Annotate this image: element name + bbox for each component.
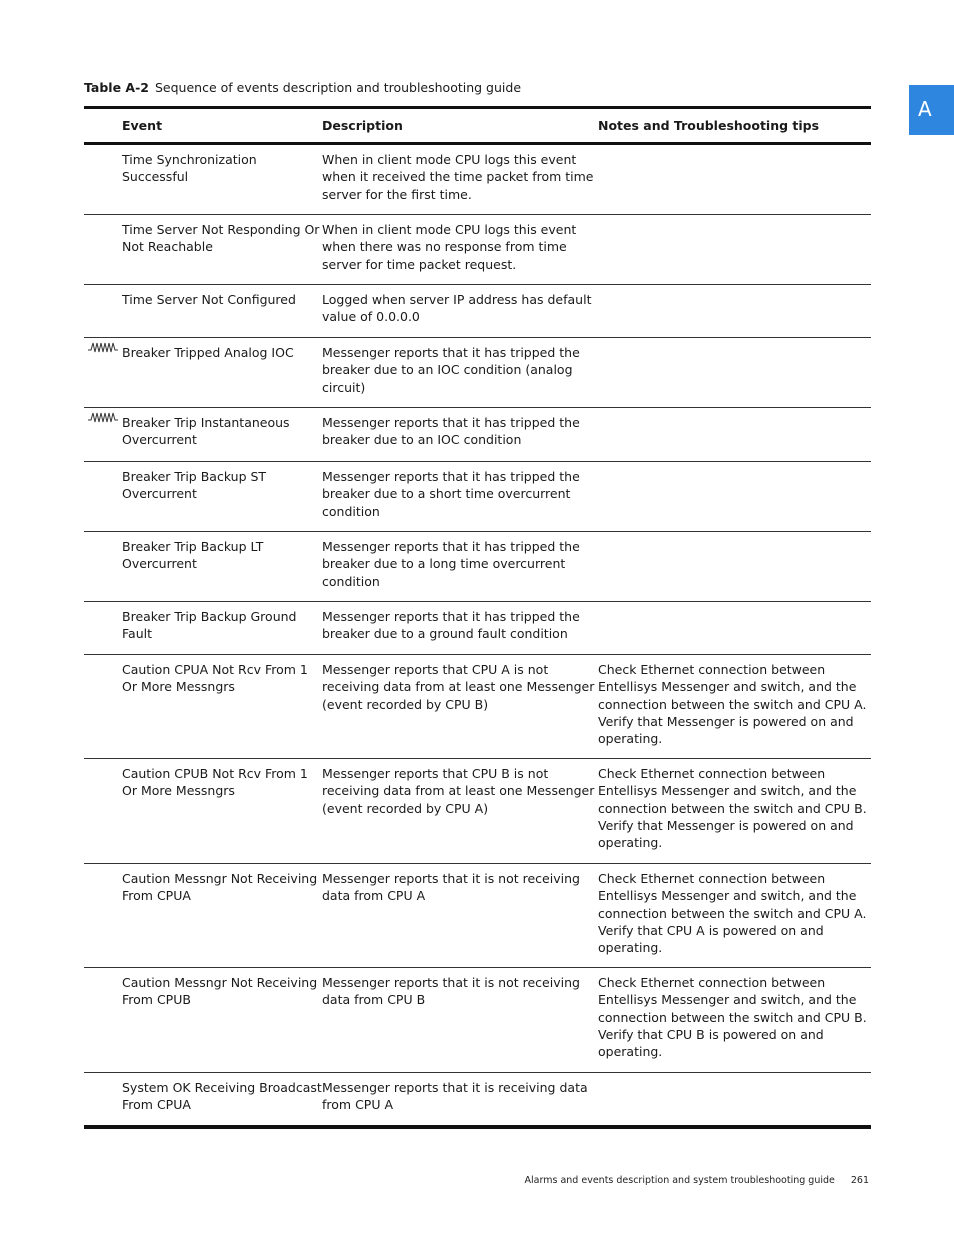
- row-icon-cell: [84, 408, 122, 461]
- header-notes: Notes and Troubleshooting tips: [598, 118, 820, 133]
- appendix-tab-letter: A: [918, 97, 932, 121]
- row-icon-cell: [84, 968, 122, 1072]
- event-cell: Caution CPUA Not Rcv From 1 Or More Messngrs: [122, 662, 308, 695]
- row-icon-cell: [84, 759, 122, 863]
- table-row: [84, 1073, 871, 1125]
- description-cell: When in client mode CPU logs this event when it received the time packet from time server for the first time.: [322, 152, 594, 202]
- notes-cell: Check Ethernet connection between Entellisys Messenger and switch, and the connection between the switch and CPU A. Verify that Messenger is powered on and operating.: [598, 662, 867, 747]
- notes-cell: [598, 285, 871, 337]
- table-body: [84, 145, 871, 1125]
- table-row: [84, 759, 871, 864]
- notes-cell: [598, 602, 871, 654]
- row-icon-cell: [84, 462, 122, 531]
- row-icon-cell: [84, 1073, 122, 1125]
- event-cell: Time Server Not Responding Or Not Reachable: [122, 222, 320, 255]
- row-icon-cell: [84, 864, 122, 967]
- description-cell: Messenger reports that CPU A is not receiving data from at least one Messenger (event recorded by CPU B): [322, 662, 595, 712]
- waveform-icon: [88, 340, 118, 358]
- description-cell: Messenger reports that it has tripped the breaker due to a short time overcurrent condition: [322, 469, 580, 519]
- row-icon-cell: [84, 655, 122, 758]
- event-cell: Caution Messngr Not Receiving From CPUB: [122, 975, 318, 1008]
- description-cell: Messenger reports that it has tripped the breaker due to a ground fault condition: [322, 609, 580, 642]
- description-cell: Messenger reports that CPU B is not receiving data from at least one Messenger (event recorded by CPU A): [322, 766, 595, 816]
- table-row: [84, 462, 871, 532]
- description-cell: Messenger reports that it is not receiving data from CPU A: [322, 871, 580, 904]
- notes-cell: [598, 338, 871, 407]
- table-row: [84, 408, 871, 462]
- table-row: [84, 864, 871, 968]
- table-row: [84, 215, 871, 285]
- events-table: [84, 106, 871, 1129]
- notes-cell: Check Ethernet connection between Entellisys Messenger and switch, and the connection between the switch and CPU B. Verify that Messenger is powered on and operating.: [598, 766, 867, 851]
- table-row: [84, 338, 871, 408]
- description-cell: When in client mode CPU logs this event when there was no response from time server for time packet request.: [322, 222, 577, 272]
- event-cell: Time Synchronization Successful: [122, 152, 257, 185]
- description-cell: Messenger reports that it is not receiving data from CPU B: [322, 975, 580, 1008]
- notes-cell: Check Ethernet connection between Entellisys Messenger and switch, and the connection between the switch and CPU B. Verify that CPU B is powered on and operating.: [598, 975, 867, 1060]
- table-row: [84, 145, 871, 215]
- notes-cell: [598, 1073, 871, 1125]
- notes-cell: Check Ethernet connection between Entellisys Messenger and switch, and the connection between the switch and CPU A. Verify that CPU A is powered on and operating.: [598, 871, 867, 956]
- description-cell: Messenger reports that it is receiving data from CPU A: [322, 1080, 588, 1113]
- page-number: 261: [850, 1175, 869, 1186]
- row-icon-cell: [84, 215, 122, 284]
- appendix-tab-marker: [909, 85, 954, 135]
- row-icon-cell: [84, 602, 122, 654]
- table-row: [84, 285, 871, 338]
- row-icon-cell: [84, 285, 122, 337]
- event-cell: System OK Receiving Broadcast From CPUA: [122, 1080, 322, 1113]
- row-icon-cell: [84, 532, 122, 601]
- row-icon-cell: [84, 145, 122, 214]
- event-cell: Caution CPUB Not Rcv From 1 Or More Messngrs: [122, 766, 308, 799]
- row-icon-cell: [84, 338, 122, 407]
- event-cell: Breaker Tripped Analog IOC: [122, 345, 294, 360]
- table-row: [84, 602, 871, 655]
- table-caption: [84, 80, 521, 95]
- footer-title: Alarms and events description and system troubleshooting guide: [524, 1175, 835, 1186]
- description-cell: Logged when server IP address has default value of 0.0.0.0: [322, 292, 592, 325]
- table-caption-text: Sequence of events description and troubleshooting guide: [154, 80, 522, 95]
- event-cell: Breaker Trip Instantaneous Overcurrent: [122, 415, 290, 448]
- event-cell: Breaker Trip Backup ST Overcurrent: [122, 469, 267, 502]
- waveform-icon: [88, 410, 118, 428]
- header-description: Description: [322, 118, 403, 133]
- notes-cell: [598, 215, 871, 284]
- description-cell: Messenger reports that it has tripped the breaker due to an IOC condition (analog circuit): [322, 345, 580, 395]
- table-row: [84, 968, 871, 1073]
- notes-cell: [598, 532, 871, 601]
- notes-cell: [598, 145, 871, 214]
- table-caption-label: Table A-2: [84, 80, 149, 95]
- notes-cell: [598, 462, 871, 531]
- event-cell: Breaker Trip Backup LT Overcurrent: [122, 539, 264, 572]
- event-cell: Caution Messngr Not Receiving From CPUA: [122, 871, 318, 904]
- event-cell: Time Server Not Configured: [122, 292, 296, 307]
- table-row: [84, 532, 871, 602]
- notes-cell: [598, 408, 871, 461]
- description-cell: Messenger reports that it has tripped the breaker due to an IOC condition: [322, 415, 580, 448]
- description-cell: Messenger reports that it has tripped the breaker due to a long time overcurrent condition: [322, 539, 580, 589]
- table-row: [84, 655, 871, 759]
- header-event: Event: [122, 118, 163, 133]
- page-footer: [525, 1175, 869, 1186]
- event-cell: Breaker Trip Backup Ground Fault: [122, 609, 297, 642]
- table-header-row: [84, 109, 871, 145]
